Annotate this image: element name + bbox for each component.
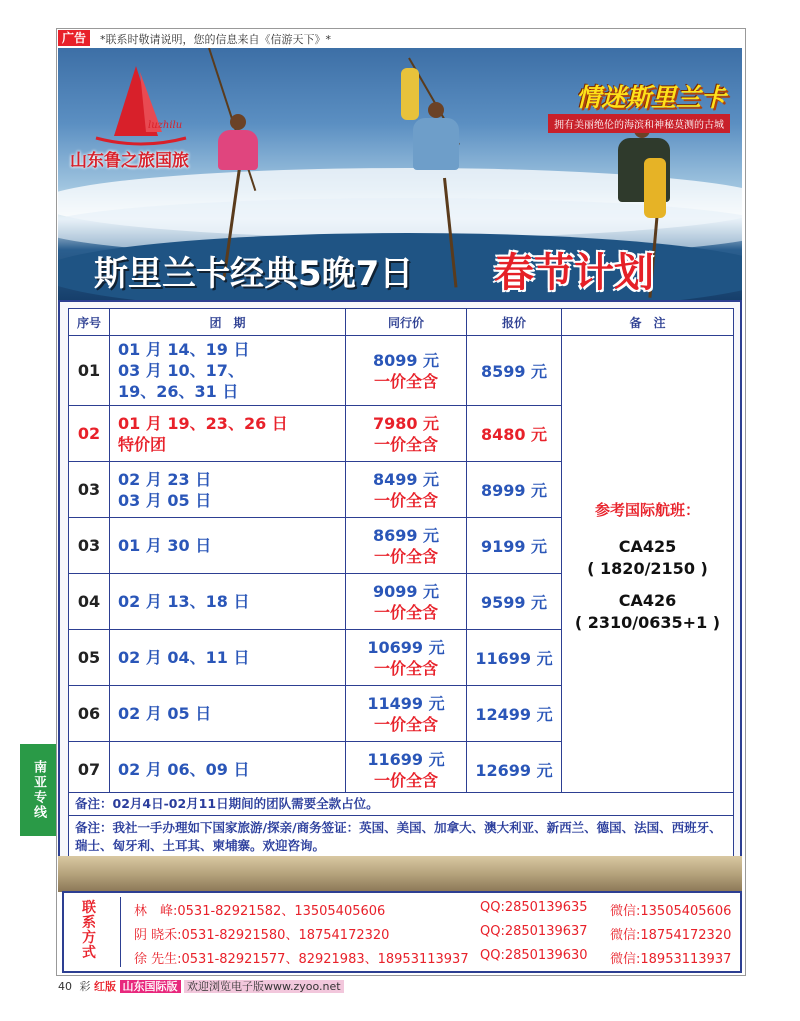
row-no: 04 — [69, 574, 110, 630]
date-line: 19、26、31 日 — [118, 382, 239, 401]
section-red: 红版 — [94, 980, 116, 993]
row-peer-price — [346, 574, 467, 630]
footer — [58, 978, 344, 994]
price-table — [68, 308, 734, 798]
ad-tag: 广告 — [58, 30, 90, 46]
peer-price-value: 11699 元 — [367, 749, 445, 769]
header-price: 报价 — [467, 309, 562, 336]
contact-box — [62, 891, 742, 973]
contact-qq-1: QQ:2850139635 — [480, 900, 588, 915]
fisherman-left — [218, 130, 258, 170]
row-dates — [110, 742, 346, 798]
price-table-frame — [58, 300, 742, 860]
row-dates — [110, 518, 346, 574]
row-dates — [110, 686, 346, 742]
contact-qq-3: QQ:2850139630 — [480, 948, 588, 963]
date-line: 02 月 06、09 日 — [118, 760, 250, 779]
flight-note — [562, 336, 734, 798]
contact-wechat-2: 微信:18754172320 — [610, 928, 732, 943]
yellow-cloth — [644, 158, 666, 218]
peer-price-note: 一价全含 — [373, 658, 438, 678]
contact-divider — [120, 897, 121, 967]
disclaimer: *联系时敬请说明，您的信息来自《信游天下》* — [100, 33, 331, 46]
date-line: 02 月 13、18 日 — [118, 592, 250, 611]
peer-price-value: 8699 元 — [372, 525, 440, 545]
svg-text:luzhilu: luzhilu — [148, 120, 183, 131]
peer-price-note: 一价全含 — [373, 714, 438, 734]
date-line: 02 月 05 日 — [118, 704, 212, 723]
header-note: 备 注 — [562, 309, 734, 336]
row-peer-price — [346, 686, 467, 742]
website-link[interactable]: 欢迎浏览电子版www.zyoo.net — [184, 980, 344, 993]
flight-code: CA425 — [618, 537, 677, 556]
peer-price-value: 9099 元 — [372, 581, 440, 601]
contact-name-3: 徐 先生:0531-82921577、82921983、18953113937 — [134, 952, 469, 967]
row-peer-price — [346, 630, 467, 686]
fisherman-middle-head — [428, 102, 444, 118]
date-line: 02 月 23 日 — [118, 469, 212, 489]
contact-wechat-3: 微信:18953113937 — [610, 952, 732, 967]
row-no: 03 — [69, 462, 110, 518]
row-peer-price — [346, 518, 467, 574]
tour-title: 斯里兰卡经典5晚7日 — [94, 254, 414, 294]
header-bar — [58, 30, 742, 48]
section-color: 彩 — [79, 980, 91, 993]
row-price: 9599 元 — [467, 574, 562, 630]
date-line: 01 月 14、19 日 — [118, 340, 250, 359]
row-no: 06 — [69, 686, 110, 742]
peer-price-value: 7980 元 — [372, 413, 440, 433]
agency-name: 山东鲁之旅国旅 — [70, 151, 189, 171]
row-dates — [110, 336, 346, 406]
peer-price-note: 一价全含 — [373, 371, 438, 391]
row-no: 05 — [69, 630, 110, 686]
flight-code: CA426 — [618, 591, 677, 610]
slogan: 情迷斯里兰卡 — [575, 83, 726, 112]
contact-name-2: 阴 晓禾:0531-82921580、18754172320 — [134, 928, 390, 943]
row-price: 8480 元 — [467, 406, 562, 462]
row-price: 8999 元 — [467, 462, 562, 518]
banner-photo — [58, 48, 742, 300]
peer-price-value: 11499 元 — [367, 693, 445, 713]
header-dates: 团 期 — [110, 309, 346, 336]
flight-time: ( 1820/2150 ) — [587, 559, 708, 578]
section-name: 山东国际版 — [120, 980, 181, 993]
header-peer-price: 同行价 — [346, 309, 467, 336]
row-dates — [110, 630, 346, 686]
row-price: 12699 元 — [467, 742, 562, 798]
sail-logo-icon — [66, 58, 216, 148]
row-no: 07 — [69, 742, 110, 798]
row-dates — [110, 574, 346, 630]
row-peer-price — [346, 406, 467, 462]
peer-price-note: 一价全含 — [373, 770, 438, 790]
row-dates — [110, 462, 346, 518]
agency-logo — [66, 58, 216, 171]
row-peer-price — [346, 462, 467, 518]
row-dates — [110, 406, 346, 462]
page-number: 40 — [58, 980, 72, 993]
date-line: 特价团 — [118, 434, 167, 454]
row-peer-price — [346, 336, 467, 406]
row-no: 03 — [69, 518, 110, 574]
row-price: 12499 元 — [467, 686, 562, 742]
flight-heading: 参考国际航班： — [594, 501, 700, 519]
peer-price-note: 一价全含 — [373, 434, 438, 454]
date-line: 03 月 10、17、 — [118, 361, 244, 380]
peer-price-note: 一价全含 — [373, 490, 438, 510]
row-price: 9199 元 — [467, 518, 562, 574]
row-no: 02 — [69, 406, 110, 462]
peer-price-note: 一价全含 — [373, 602, 438, 622]
flight-time: ( 2310/0635+1 ) — [574, 613, 721, 632]
row-price: 8599 元 — [467, 336, 562, 406]
row-peer-price — [346, 742, 467, 798]
contact-qq-2: QQ:2850139637 — [480, 924, 588, 939]
row-price: 11699 元 — [467, 630, 562, 686]
date-line: 03 月 05 日 — [118, 490, 212, 510]
section-side-tab: 南亚专线 — [20, 744, 56, 836]
date-line: 02 月 04、11 日 — [118, 648, 250, 667]
contact-wechat-1: 微信:13505405606 — [610, 904, 732, 919]
header-no: 序号 — [69, 309, 110, 336]
date-line: 01 月 19、23、26 日 — [118, 413, 288, 433]
table-row — [69, 336, 734, 406]
contact-name-1: 林 峰:0531-82921582、13505405606 — [134, 904, 386, 919]
remark-deposit: 备注：02月4日-02月11日期间的团队需要全款占位。 — [68, 792, 734, 816]
tour-title-highlight: 春节计划 — [494, 250, 654, 296]
contact-label: 联系方式 — [82, 900, 96, 961]
peer-price-value: 8099 元 — [372, 350, 440, 370]
flight-gap — [563, 580, 732, 590]
yellow-cloth — [401, 68, 419, 120]
tagline: 拥有美丽绝伦的海滨和神秘莫测的古城 — [548, 114, 730, 133]
date-line: 01 月 30 日 — [118, 536, 212, 555]
remarks — [68, 792, 734, 859]
peer-price-value: 8499 元 — [372, 469, 440, 489]
remark-visa: 备注：我社一手办理如下国家旅游/探亲/商务签证：英国、美国、加拿大、澳大利亚、新西兰、德国、法国、西班牙、瑞士、匈牙利、土耳其、柬埔寨。欢迎咨询。 — [68, 816, 734, 859]
peer-price-note: 一价全含 — [373, 546, 438, 566]
peer-price-value: 10699 元 — [367, 637, 445, 657]
table-header-row — [69, 309, 734, 336]
fisherman-left-head — [230, 114, 246, 130]
beach-strip — [58, 856, 742, 892]
fisherman-middle — [413, 118, 459, 170]
row-no: 01 — [69, 336, 110, 406]
